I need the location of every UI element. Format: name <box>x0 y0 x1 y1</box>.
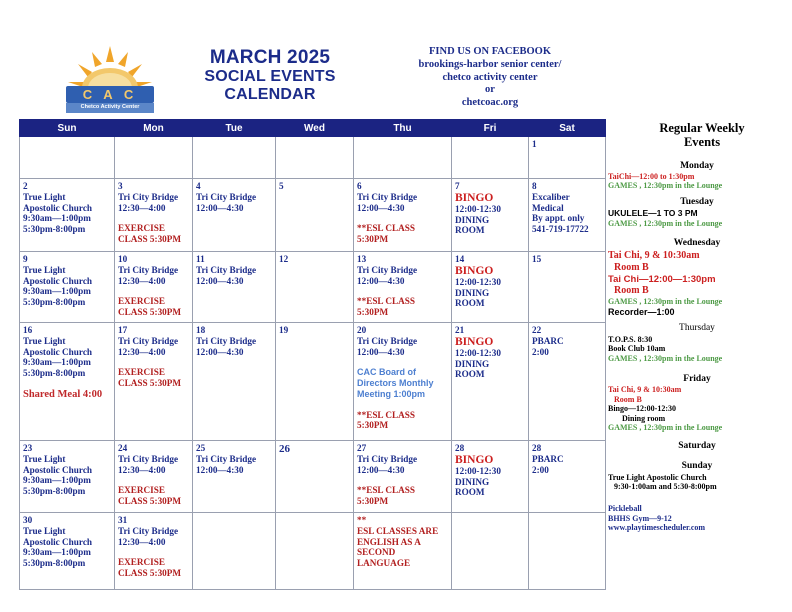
event-text: PBARC <box>532 335 564 346</box>
event-text: Apostolic Church <box>23 346 93 357</box>
day-cell <box>452 179 529 252</box>
event-text: EXERCISE <box>118 367 165 378</box>
day-cell <box>276 179 354 252</box>
day-number: 22 <box>532 325 542 335</box>
day-number: 10 <box>118 254 128 264</box>
event-text: 5:30pm-8:00pm <box>23 368 86 379</box>
friday-dining-room: Dining room <box>622 413 666 423</box>
pickleball-location: BHHS Gym—9-12 <box>608 513 672 523</box>
day-number: 15 <box>532 254 542 264</box>
event-text: Apostolic Church <box>23 536 93 547</box>
event-text: 12:00—4:30 <box>196 464 244 475</box>
event-text: Tri City Bridge <box>196 335 257 346</box>
day-cell <box>529 513 606 590</box>
calendar-week-row <box>20 441 606 513</box>
calendar-week-row <box>20 252 606 323</box>
event-text: ROOM <box>455 298 485 309</box>
friday-label: Friday <box>683 373 711 384</box>
event-text: 12:00—4:30 <box>357 464 405 475</box>
day-number: 8 <box>532 181 537 191</box>
friday-room: Room B <box>614 394 642 404</box>
event-text: CLASS 5:30PM <box>118 496 182 507</box>
saturday-label: Saturday <box>678 440 716 451</box>
title-month: MARCH 2025 <box>209 47 331 68</box>
event-text: True Light <box>23 525 66 536</box>
event-text: DINING <box>455 358 490 369</box>
thursday-games: GAMES , 12:30pm in the Lounge <box>608 354 723 363</box>
calendar-week-row <box>20 323 606 441</box>
day-number: 25 <box>196 443 206 453</box>
spacer <box>118 213 190 223</box>
event-text: EXERCISE <box>118 485 165 496</box>
calendar-week-row <box>20 513 606 590</box>
event-text: 12:00—4:30 <box>196 202 244 213</box>
event-text: CLASS 5:30PM <box>118 307 182 318</box>
event-text: LANGUAGE <box>357 558 411 569</box>
tuesday-ukulele: UKULELE—1 TO 3 PM <box>608 208 698 219</box>
day-number: 4 <box>196 181 201 191</box>
day-cell <box>115 252 193 323</box>
day-number: 1 <box>532 139 537 149</box>
spacer <box>118 357 190 367</box>
day-cell <box>20 513 115 590</box>
calendar-body <box>20 137 606 590</box>
day-cell <box>193 441 276 513</box>
day-number: 21 <box>455 325 465 335</box>
weekly-heading-line-1: Regular Weekly <box>659 121 745 135</box>
event-text: **ESL CLASS <box>357 223 415 234</box>
event-text: Directors Monthly <box>357 378 434 389</box>
event-text: Medical <box>532 202 564 213</box>
wednesday-label: Wednesday <box>673 238 721 249</box>
day-cell <box>354 252 452 323</box>
event-text: 12:00—4:30 <box>196 275 244 286</box>
day-number: 28 <box>532 443 542 453</box>
day-number: 9 <box>23 254 28 264</box>
event-text: 12:00—4:30 <box>357 346 405 357</box>
bingo-label: BINGO <box>455 264 494 277</box>
event-text: 5:30PM <box>357 496 389 507</box>
pickleball-website-link[interactable]: www.playtimescheduler.com <box>608 523 706 533</box>
day-cell <box>20 441 115 513</box>
monday-games: GAMES , 12:30pm in the Lounge <box>608 181 723 191</box>
spacer <box>118 286 190 296</box>
spacer <box>357 286 449 296</box>
event-text: PBARC <box>532 453 564 464</box>
day-number: 19 <box>279 325 289 335</box>
event-text: Tri City Bridge <box>118 191 179 202</box>
event-text: True Light <box>23 335 66 346</box>
monday-label: Monday <box>680 160 714 171</box>
event-text: 12:00-12:30 <box>455 465 501 476</box>
event-text: 5:30pm-8:00pm <box>23 486 86 497</box>
spacer <box>23 379 112 389</box>
event-text: Tri City Bridge <box>118 453 179 464</box>
day-number: 31 <box>118 515 128 525</box>
day-cell <box>452 513 529 590</box>
wednesday-room-2: Room B <box>614 285 649 297</box>
event-text: ROOM <box>455 369 485 380</box>
event-text: True Light <box>23 264 66 275</box>
weekday-header-sun: Sun <box>20 120 115 137</box>
event-text: 12:00-12:30 <box>455 276 501 287</box>
event-text: CLASS 5:30PM <box>118 234 182 245</box>
event-text: ESL CLASSES ARE <box>357 525 439 536</box>
day-cell <box>20 252 115 323</box>
event-text: 5:30PM <box>357 234 389 245</box>
event-text: 12:00-12:30 <box>455 203 501 214</box>
event-text: True Light <box>23 453 66 464</box>
event-text: Shared Meal 4:00 <box>23 388 103 400</box>
event-text: DINING <box>455 214 490 225</box>
event-text: True Light <box>23 191 66 202</box>
day-number: 28 <box>455 443 465 453</box>
day-cell <box>452 441 529 513</box>
day-cell <box>276 441 354 513</box>
day-cell <box>115 137 193 179</box>
facebook-or: or <box>485 84 495 96</box>
event-text: Apostolic Church <box>23 202 93 213</box>
friday-bingo: Bingo—12:00-12:30 <box>608 404 676 414</box>
event-text: EXERCISE <box>118 296 165 307</box>
day-cell <box>452 252 529 323</box>
day-cell <box>115 179 193 252</box>
event-text: 9:30am—1:00pm <box>23 475 91 486</box>
wednesday-room-1: Room B <box>614 261 649 273</box>
day-cell <box>276 323 354 441</box>
event-text: Apostolic Church <box>23 275 93 286</box>
day-cell <box>20 323 115 441</box>
day-cell <box>20 179 115 252</box>
event-text: 9:30am—1:00pm <box>23 547 91 558</box>
event-text: CLASS 5:30PM <box>118 568 182 579</box>
calendar-week-row <box>20 179 606 252</box>
event-text: Tri City Bridge <box>118 264 179 275</box>
event-text: Meeting 1:00pm <box>357 388 426 399</box>
title-social-events: SOCIAL EVENTS <box>204 68 336 85</box>
facebook-info <box>398 46 582 110</box>
bingo-label: BINGO <box>455 191 494 204</box>
event-text: EXERCISE <box>118 557 165 568</box>
title-calendar: CALENDAR <box>224 86 316 103</box>
day-cell <box>529 323 606 441</box>
day-number: ** <box>357 515 367 525</box>
event-text: Tri City Bridge <box>357 335 418 346</box>
day-number: 26 <box>279 443 290 455</box>
day-number: 5 <box>279 181 284 191</box>
event-text: 12:00-12:30 <box>455 347 501 358</box>
wednesday-taichi-morning: Tai Chi, 9 & 10:30am <box>608 249 700 261</box>
spacer <box>357 213 449 223</box>
weekday-header-wed: Wed <box>276 120 354 137</box>
event-text: 12:00—4:30 <box>357 202 405 213</box>
event-text: 9:30am—1:00pm <box>23 213 91 224</box>
event-text: ENGLISH AS A <box>357 536 421 547</box>
event-text: DINING <box>455 476 490 487</box>
event-text: 9:30am—1:00pm <box>23 286 91 297</box>
event-text: Tri City Bridge <box>196 191 257 202</box>
day-cell <box>115 441 193 513</box>
day-cell <box>20 137 115 179</box>
event-text: 5:30PM <box>357 307 389 318</box>
event-text: 12:00—4:30 <box>196 346 244 357</box>
day-cell <box>354 137 452 179</box>
day-number: 6 <box>357 181 362 191</box>
day-number: 30 <box>23 515 33 525</box>
day-number: 11 <box>196 254 205 264</box>
day-number: 16 <box>23 325 33 335</box>
event-text: 12:00—4:30 <box>357 275 405 286</box>
wednesday-games: GAMES , 12:30pm in the Lounge <box>608 297 723 307</box>
event-text: SECOND <box>357 547 396 558</box>
weekly-heading-line-2: Events <box>683 134 721 149</box>
event-text: **ESL CLASS <box>357 296 415 307</box>
facebook-line-3: chetco activity center <box>442 71 538 83</box>
event-text: 5:30PM <box>357 420 389 431</box>
spacer <box>357 475 449 485</box>
day-cell <box>452 137 529 179</box>
day-number: 14 <box>455 254 465 264</box>
friday-games: GAMES , 12:30pm in the Lounge <box>608 423 723 433</box>
event-text: 12:30—4:00 <box>118 202 166 213</box>
weekday-header-sat: Sat <box>529 120 606 137</box>
weekday-header-mon: Mon <box>115 120 193 137</box>
event-text: **ESL CLASS <box>357 409 415 420</box>
day-number: 3 <box>118 181 123 191</box>
day-number: 17 <box>118 325 128 335</box>
weekday-header-fri: Fri <box>452 120 529 137</box>
day-cell <box>276 513 354 590</box>
day-number: 13 <box>357 254 367 264</box>
website-link[interactable]: chetcoac.org <box>461 97 519 109</box>
event-text: 5:30pm-8:00pm <box>23 297 86 308</box>
event-text: Tri City Bridge <box>118 525 179 536</box>
day-number: 7 <box>455 181 460 191</box>
thursday-label: Thursday <box>679 323 715 334</box>
day-cell <box>193 513 276 590</box>
event-text: ROOM <box>455 487 485 498</box>
event-text: ROOM <box>455 225 485 236</box>
cac-logo <box>62 44 158 116</box>
event-text: 541-719-17722 <box>532 224 589 235</box>
day-number: 18 <box>196 325 206 335</box>
day-cell <box>193 137 276 179</box>
bingo-label: BINGO <box>455 335 494 348</box>
event-text: CAC Board of <box>357 367 416 378</box>
event-text: 9:30am—1:00pm <box>23 357 91 368</box>
event-text: 5:30pm-8:00pm <box>23 224 86 235</box>
page-title <box>190 48 350 103</box>
facebook-line-2: brookings-harbor senior center/ <box>418 58 562 70</box>
logo-caption: Chetco Activity Center <box>80 104 140 110</box>
day-number: 12 <box>279 254 289 264</box>
event-text: By appt. only <box>532 213 585 224</box>
calendar-grid <box>19 119 606 590</box>
weekly-events-heading <box>618 122 786 150</box>
sunday-church: True Light Apostolic Church <box>608 472 707 482</box>
day-cell <box>354 323 452 441</box>
event-text: Apostolic Church <box>23 464 93 475</box>
spacer <box>357 357 449 367</box>
sunday-times: 9:30-1:00am and 5:30-8:00pm <box>614 482 717 492</box>
day-cell <box>529 179 606 252</box>
day-cell <box>529 137 606 179</box>
event-text: Tri City Bridge <box>196 453 257 464</box>
event-text: CLASS 5:30PM <box>118 378 182 389</box>
day-cell <box>115 513 193 590</box>
day-number: 20 <box>357 325 367 335</box>
day-cell <box>276 252 354 323</box>
event-text: Tri City Bridge <box>357 264 418 275</box>
weekday-header-thu: Thu <box>354 120 452 137</box>
day-number: 23 <box>23 443 33 453</box>
event-text: Tri City Bridge <box>357 191 418 202</box>
event-text: **ESL CLASS <box>357 485 415 496</box>
day-cell <box>354 179 452 252</box>
event-text: DINING <box>455 287 490 298</box>
day-number: 24 <box>118 443 128 453</box>
day-cell <box>276 137 354 179</box>
event-text: Excaliber <box>532 191 570 202</box>
day-cell <box>529 252 606 323</box>
wednesday-recorder: Recorder—1:00 <box>608 306 675 317</box>
spacer <box>357 400 449 410</box>
event-text: 12:30—4:00 <box>118 275 166 286</box>
day-number: 27 <box>357 443 367 453</box>
tuesday-games: GAMES , 12:30pm in the Lounge <box>608 218 723 228</box>
thursday-tops: T.O.P.S. 8:30 <box>608 334 653 344</box>
logo-letters: C A C <box>82 87 138 102</box>
day-cell <box>452 323 529 441</box>
calendar-week-row <box>20 137 606 179</box>
day-cell <box>354 441 452 513</box>
day-cell <box>529 441 606 513</box>
event-text: EXERCISE <box>118 223 165 234</box>
thursday-book-club: Book Club 10am <box>608 344 666 354</box>
event-text: 5:30pm-8:00pm <box>23 558 86 569</box>
monday-taichi: TaiChi—12:00 to 1:30pm <box>608 171 695 181</box>
event-text: 12:30—4:00 <box>118 536 166 547</box>
event-text: 2:00 <box>532 464 549 475</box>
event-text: 12:30—4:00 <box>118 346 166 357</box>
bingo-label: BINGO <box>455 453 494 466</box>
day-number: 2 <box>23 181 28 191</box>
calendar-header-row <box>20 120 606 137</box>
wednesday-taichi-noon: Tai Chi—12:00—1:30pm <box>608 273 716 285</box>
event-text: Tri City Bridge <box>357 453 418 464</box>
day-cell <box>354 513 452 590</box>
tuesday-label: Tuesday <box>680 197 714 208</box>
pickleball-title: Pickleball <box>608 503 642 513</box>
event-text: Tri City Bridge <box>196 264 257 275</box>
event-text: Tri City Bridge <box>118 335 179 346</box>
weekday-header-tue: Tue <box>193 120 276 137</box>
friday-taichi: Tai Chi, 9 & 10:30am <box>608 384 682 394</box>
day-cell <box>193 179 276 252</box>
event-text: 12:30—4:00 <box>118 464 166 475</box>
event-text: 2:00 <box>532 346 549 357</box>
weekly-events-panel <box>608 122 786 533</box>
sunday-label: Sunday <box>681 461 713 472</box>
facebook-heading: FIND US ON FACEBOOK <box>428 46 552 57</box>
day-cell <box>193 252 276 323</box>
day-cell <box>193 323 276 441</box>
spacer <box>118 547 190 557</box>
spacer <box>118 475 190 485</box>
day-cell <box>115 323 193 441</box>
